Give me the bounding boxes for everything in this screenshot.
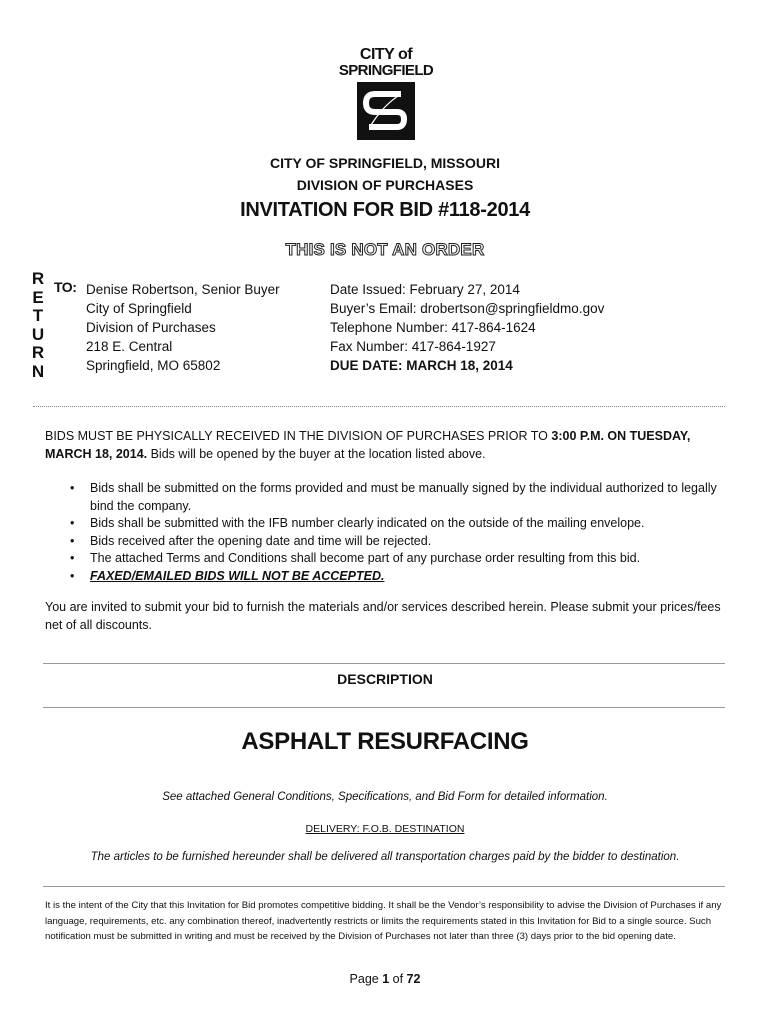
address-line: Division of Purchases	[86, 320, 216, 335]
address-line: 218 E. Central	[86, 339, 173, 354]
bid-info	[330, 280, 604, 375]
description-heading: DESCRIPTION	[337, 671, 433, 687]
return-letter: T	[32, 306, 44, 325]
buyer-email: Buyer’s Email: drobertson@springfieldmo.gov	[330, 301, 605, 316]
submission-deadline	[45, 428, 725, 463]
transport-note: The articles to be furnished hereunder shall be delivered all transportation charges paid by the bidder to destination.	[90, 851, 680, 863]
bullet-icon: •	[70, 481, 75, 495]
list-item	[45, 568, 725, 586]
page-indicator: Page 1 of 72	[349, 972, 421, 986]
city-state-heading: CITY OF SPRINGFIELD, MISSOURI	[270, 155, 500, 171]
due-date: DUE DATE: MARCH 18, 2014	[330, 358, 513, 373]
page-total: 72	[406, 972, 421, 986]
logo-line-2: SPRINGFIELD	[338, 62, 434, 79]
bullet-icon: •	[70, 533, 75, 548]
return-address	[86, 280, 280, 375]
fax-number: Fax Number: 417-864-1927	[330, 339, 496, 354]
see-attached-note: See attached General Conditions, Specifications, and Bid Form for detailed information.	[162, 791, 608, 803]
bullet-icon: •	[70, 551, 75, 565]
list-item: • Bids shall be submitted on the forms provided and must be manually signed by the individual authorized to legally bind the company.	[70, 481, 717, 513]
address-line: Denise Robertson, Senior Buyer	[86, 282, 280, 297]
list-item: • Bids received after the opening date and time will be rejected.	[45, 533, 725, 551]
list-item: • The attached Terms and Conditions shall become part of any purchase order resulting from this bid.	[45, 550, 725, 568]
page-number: 1	[382, 972, 390, 986]
opening-note: Bids will be opened by the buyer at the location listed above.	[147, 446, 486, 461]
city-logo	[330, 46, 442, 142]
return-vertical-label	[30, 270, 46, 381]
telephone-number: Telephone Number: 417-864-1624	[330, 320, 536, 335]
not-an-order-notice: THIS IS NOT AN ORDER	[285, 240, 485, 259]
deadline-text: BIDS MUST BE PHYSICALLY RECEIVED IN THE DIVISION OF PURCHASES PRIOR TO	[45, 429, 552, 443]
description-top-rule	[43, 663, 725, 664]
bullet-icon: •	[70, 516, 75, 530]
logo-line-1: CITY of	[359, 46, 413, 63]
bid-rules-list	[45, 480, 725, 585]
return-letter: N	[31, 361, 45, 381]
date-issued: Date Issued: February 27, 2014	[330, 282, 520, 297]
description-bottom-rule	[43, 707, 725, 708]
city-s-emblem-icon	[357, 82, 415, 140]
deadline-datetime: 3:00 P.M. ON TUESDAY, MARCH 18, 2014.	[45, 429, 691, 461]
invitation-text: You are invited to submit your bid to furnish the materials and/or services described herein. Please submit your prices/fees net of all discounts.	[45, 600, 721, 632]
delivery-terms: DELIVERY: F.O.B. DESTINATION	[305, 823, 465, 835]
return-letter: E	[32, 287, 44, 307]
address-line: City of Springfield	[86, 301, 192, 316]
intent-rule	[43, 886, 725, 887]
to-label: TO:	[54, 279, 77, 295]
section-divider	[33, 406, 725, 407]
list-item: • Bids shall be submitted with the IFB number clearly indicated on the outside of the mailing envelope.	[45, 515, 725, 533]
fax-email-warning: FAXED/EMAILED BIDS WILL NOT BE ACCEPTED.	[90, 568, 385, 583]
intent-paragraph: It is the intent of the City that this Invitation for Bid promotes competitive bidding. It shall be the Vendor’s responsibility to advise the Division of Purchases if any language, requirements, etc. any combination thereof, inadvertently restricts or limits the requirements stated in this Invitation for Bid to a single source. Such notification must be submitted in writing and must be received by the Division of Purchases not later than three (3) days prior to the bid opening date.	[45, 900, 722, 942]
bullet-icon: •	[70, 568, 75, 583]
address-line: Springfield, MO 65802	[86, 358, 221, 373]
division-heading: DIVISION OF PURCHASES	[296, 177, 474, 193]
return-letter: R	[31, 269, 45, 288]
ifb-title: INVITATION FOR BID #118-2014	[240, 199, 530, 221]
return-letter: R	[31, 343, 45, 362]
bid-title: ASPHALT RESURFACING	[241, 728, 529, 755]
return-letter: U	[31, 324, 45, 344]
